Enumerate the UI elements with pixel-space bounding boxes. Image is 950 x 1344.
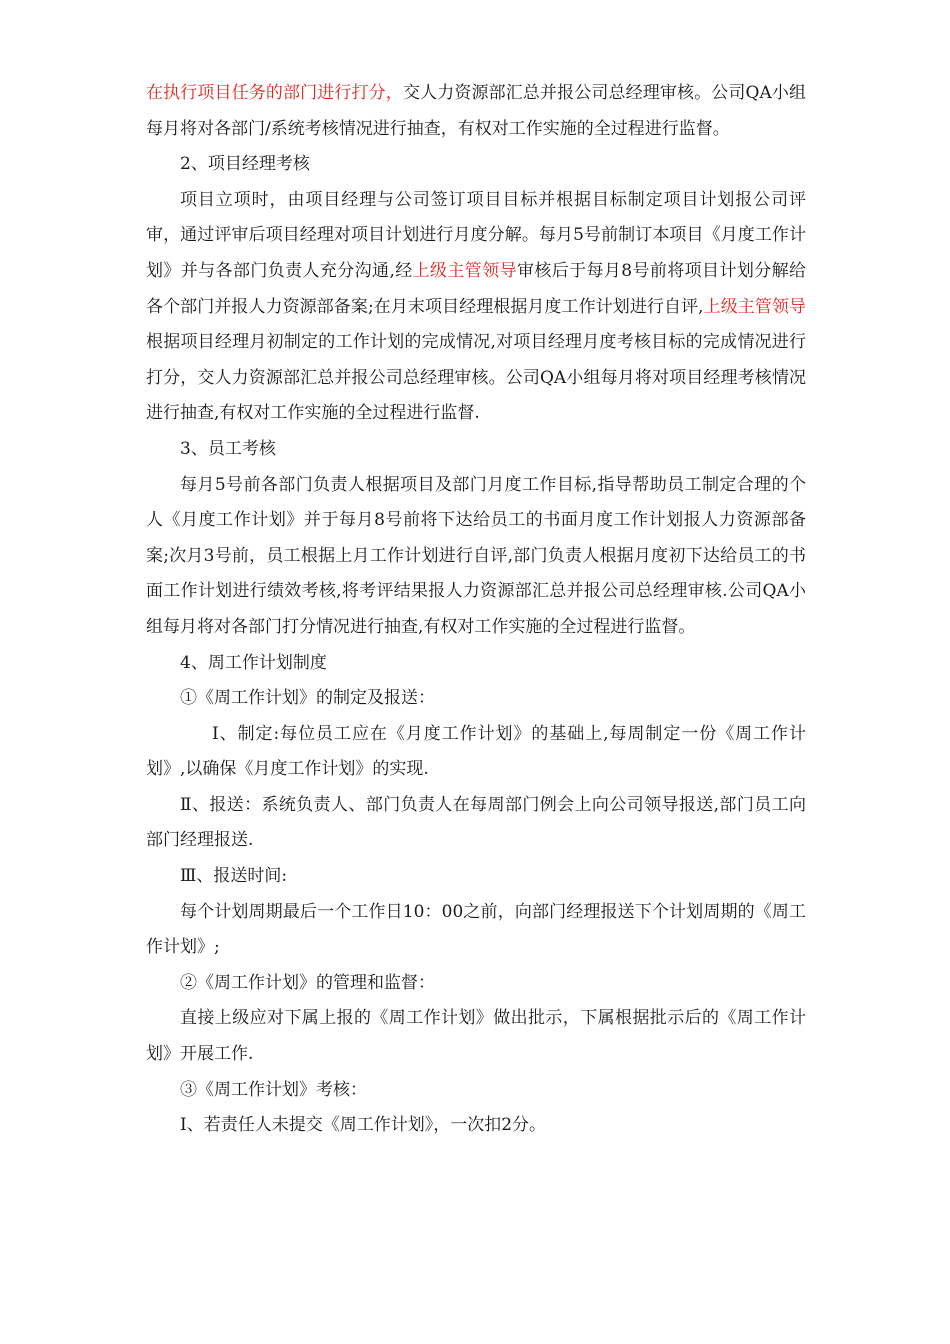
paragraph-submission-time: 每个计划周期最后一个工作日10：00之前，向部门经理报送下个计划周期的《周工作计划》; xyxy=(146,901,806,958)
paragraph-project-manager xyxy=(146,183,806,432)
item-penalty: Ⅰ、若责任人未提交《周工作计划》，一次扣2分。 xyxy=(180,1115,547,1136)
paragraph-department-scoring xyxy=(146,76,806,147)
paragraph-text: 项目立项时，由项目经理与公司签订项目目标并根据目标制定项目计划报公司评审，通过评审后项目经理对项目计划进行月度分解。每月5号前制订本项目《月度工作计划》并与各部门负责人充分沟通,经 xyxy=(146,189,806,281)
item-drafting: Ⅰ、制定:每位员工应在《月度工作计划》的基础上,每周制定一份《周工作计划》,以确保《月度工作计划》的实现. xyxy=(146,723,806,780)
subheading-weekly-plan-assessment: ③《周工作计划》考核： xyxy=(180,1079,367,1100)
document-body xyxy=(146,76,806,1144)
paragraph-weekly-plan-management: 直接上级应对下属上报的《周工作计划》做出批示，下属根据批示后的《周工作计划》开展工作. xyxy=(146,1008,806,1065)
item-submission-time: Ⅲ、报送时间: xyxy=(180,866,288,887)
item-submission: Ⅱ、报送：系统负责人、部门负责人在每周部门例会上向公司领导报送,部门员工向部门经理报送. xyxy=(146,794,806,851)
paragraph-text: 根据项目经理月初制定的工作计划的完成情况,对项目经理月度考核目标的完成情况进行打分，交人力资源部汇总并报公司总经理审核。公司QA小组每月将对项目经理考核情况进行抽查,有权对工作实施的全过程进行监督. xyxy=(146,332,806,424)
paragraph-text: 交人力资源部汇总并报公司总经理审核。公司QA小组每月将对各部门/系统考核情况进行抽查，有权对工作实施的全过程进行监督。 xyxy=(146,83,806,139)
highlighted-text: 在执行项目任务的部门进行打分， xyxy=(146,83,403,103)
highlighted-text: 上级主管领导 xyxy=(412,260,517,281)
highlighted-text: 上级主管领导 xyxy=(703,296,807,317)
subheading-weekly-plan-management: ②《周工作计划》的管理和监督： xyxy=(180,972,435,993)
heading-project-manager-assessment: 2、项目经理考核 xyxy=(180,154,310,175)
heading-weekly-plan-system: 4、周工作计划制度 xyxy=(180,652,327,673)
heading-employee-assessment: 3、员工考核 xyxy=(180,438,276,459)
subheading-weekly-plan-drafting: ①《周工作计划》的制定及报送： xyxy=(180,688,435,709)
paragraph-text: 审核后于每月8号前将项目计划分解给各个部门并报人力资源部备案;在月末项目经理根据月度工作计划进行自评, xyxy=(146,260,807,317)
paragraph-employee-assessment: 每月5号前各部门负责人根据项目及部门月度工作目标,指导帮助员工制定合理的个人《月度工作计划》并于每月8号前将下达给员工的书面月度工作计划报人力资源部备案;次月3号前，员工根据上月工作计划进行自评,部门负责人根据月度初下达给员工的书面工作计划进行绩效考核,将考评结果报人力资源部汇总并报公司总经理审核.公司QA小组每月将对各部门打分情况进行抽查,有权对工作实施的全过程进行监督。 xyxy=(146,474,806,637)
